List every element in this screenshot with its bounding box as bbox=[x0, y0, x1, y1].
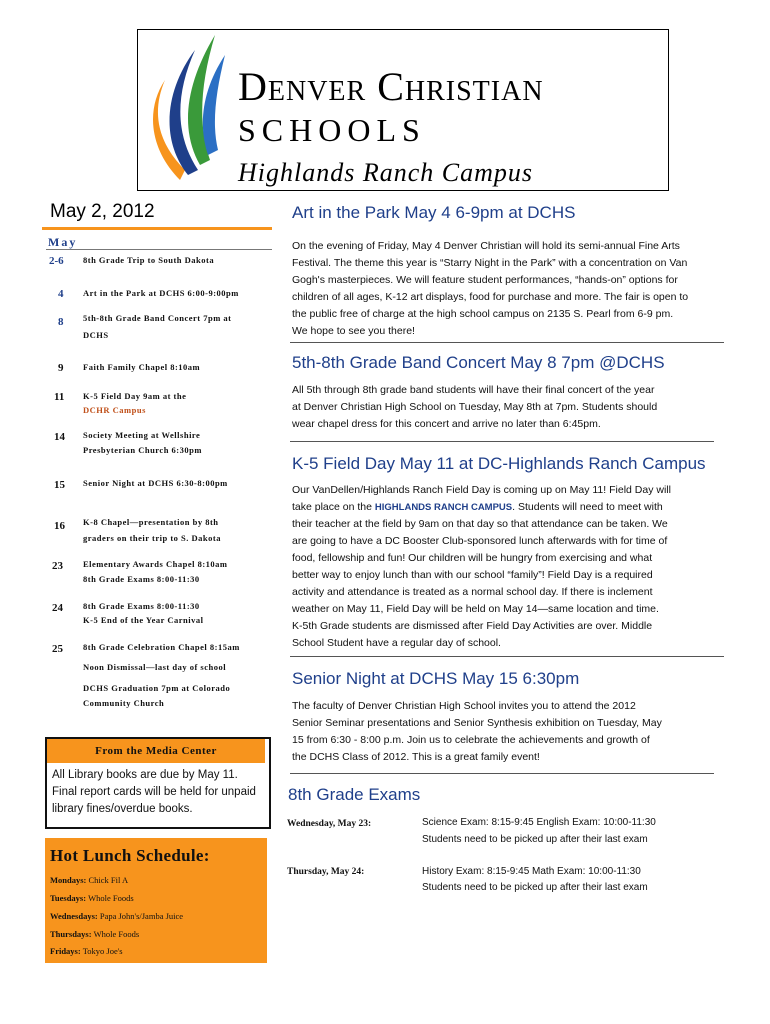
lunch-food: Tokyo Joe's bbox=[82, 946, 123, 956]
calendar-event: Senior Night at DCHS 6:30-8:00pm bbox=[83, 478, 228, 488]
lunch-day: Fridays: bbox=[50, 946, 81, 956]
calendar-event: 8th Grade Exams 8:00-11:30 bbox=[83, 574, 200, 584]
article-body-band bbox=[292, 382, 727, 433]
calendar-event: K-8 Chapel—presentation by 8th bbox=[83, 517, 219, 527]
text-line: weather on May 11, Field Day will be held on May 14—same location and time. bbox=[292, 603, 659, 615]
calendar-day: 15 bbox=[54, 479, 65, 491]
lunch-row bbox=[50, 946, 123, 956]
article-title-band: 5th-8th Grade Band Concert May 8 7pm @DCHS bbox=[292, 353, 665, 372]
lunch-food: Papa John's/Jamba Juice bbox=[99, 911, 184, 921]
masthead-subtitle: SCHOOLS bbox=[238, 112, 426, 148]
divider bbox=[290, 342, 724, 343]
calendar-event: DCHS bbox=[83, 330, 109, 340]
calendar-day: 9 bbox=[58, 362, 64, 374]
masthead-campus: Highlands Ranch Campus bbox=[238, 158, 533, 187]
text-line: Gogh's masterpieces. We will feature student performances, “hands-on” options for bbox=[292, 274, 678, 286]
masthead-title: Denver Christian bbox=[238, 64, 544, 109]
lunch-day: Thursdays: bbox=[50, 929, 92, 939]
calendar-event: 8th Grade Trip to South Dakota bbox=[83, 255, 215, 265]
article-body-field-day bbox=[292, 482, 727, 652]
text-line: at Denver Christian High School on Tuesday, May 8th at 7pm. Students should bbox=[292, 401, 658, 413]
month-label: May bbox=[48, 235, 78, 249]
lunch-food: Whole Foods bbox=[88, 893, 134, 903]
calendar-day: 2-6 bbox=[49, 255, 64, 267]
article-title-senior-night: Senior Night at DCHS May 15 6:30pm bbox=[292, 669, 580, 688]
text-line: are going to have a DC Booster Club-sponsored lunch afterwards with for time of bbox=[292, 535, 668, 547]
calendar-event: graders on their trip to S. Dakota bbox=[83, 533, 221, 543]
lunch-row bbox=[50, 875, 128, 885]
article-body-art bbox=[292, 238, 727, 340]
lunch-food: Whole Foods bbox=[93, 929, 140, 939]
calendar-event: DCHR Campus bbox=[83, 405, 146, 415]
calendar-event: K-5 End of the Year Carnival bbox=[83, 615, 204, 625]
calendar-day: 14 bbox=[54, 431, 65, 443]
media-center-title: From the Media Center bbox=[95, 745, 217, 757]
calendar-event: Presbyterian Church 6:30pm bbox=[83, 445, 202, 455]
divider bbox=[290, 441, 714, 442]
lunch-food: Chick Fil A bbox=[88, 875, 129, 885]
calendar-day: 24 bbox=[52, 602, 63, 614]
campus-highlight: HIGHLANDS RANCH CAMPUS bbox=[374, 502, 513, 513]
exam-note: Students need to be picked up after their last exam bbox=[422, 882, 648, 893]
calendar-day: 8 bbox=[58, 316, 64, 328]
divider bbox=[290, 656, 724, 657]
text-line bbox=[292, 499, 727, 516]
media-center-text: All Library books are due by May 11. Final report cards will be held for unpaid library fines/overdue books. bbox=[52, 769, 256, 815]
article-body-senior-night bbox=[292, 698, 727, 766]
calendar-day: 16 bbox=[54, 520, 65, 532]
lunch-row bbox=[50, 893, 134, 903]
calendar-event: 5th-8th Grade Band Concert 7pm at bbox=[83, 313, 232, 323]
article-title-field-day: K-5 Field Day May 11 at DC-Highlands Ranch Campus bbox=[292, 454, 706, 473]
exam-day-label: Wednesday, May 23: bbox=[287, 819, 372, 829]
lunch-row bbox=[50, 929, 139, 939]
calendar-event: Elementary Awards Chapel 8:10am bbox=[83, 559, 228, 569]
text-line: wear chapel dress for this concert and arrive no later than 6:45pm. bbox=[292, 418, 601, 430]
exam-schedule: Science Exam: 8:15-9:45 English Exam: 10:00-11:30 bbox=[422, 817, 656, 828]
calendar-day: 11 bbox=[54, 391, 65, 403]
calendar-event: K-5 Field Day 9am at the bbox=[83, 391, 187, 401]
calendar-event: 8th Grade Celebration Chapel 8:15am bbox=[83, 642, 240, 652]
calendar-event: Society Meeting at Wellshire bbox=[83, 430, 201, 440]
text-line: School Student have a regular day of school. bbox=[292, 637, 501, 649]
text-line: the public free of charge at the high school campus on 2135 S. Pearl from 6-9 pm. bbox=[292, 308, 674, 320]
calendar-event: Faith Family Chapel 8:10am bbox=[83, 362, 201, 372]
text-line: The faculty of Denver Christian High School invites you to attend the 2012 bbox=[292, 700, 636, 712]
exam-schedule: History Exam: 8:15-9:45 Math Exam: 10:00-11:30 bbox=[422, 866, 641, 877]
text-line: their teacher at the field by 9am on that day so that attendance can be taken. We bbox=[292, 518, 668, 530]
calendar-day: 4 bbox=[58, 288, 64, 300]
calendar-event: Noon Dismissal—last day of school bbox=[83, 662, 227, 672]
text-line: On the evening of Friday, May 4 Denver Christian will hold its semi-annual Fine Arts bbox=[292, 240, 680, 252]
text-line: Senior Seminar presentations and Senior Synthesis exhibition on Tuesday, May bbox=[292, 717, 662, 729]
text-segment: take place on the bbox=[292, 501, 375, 513]
text-line: food, fellowship and fun! Our children will be hungry from exercising and what bbox=[292, 552, 653, 564]
divider bbox=[46, 249, 272, 250]
exam-day-label: Thursday, May 24: bbox=[287, 867, 365, 877]
text-line: Festival. The theme this year is “Starry Night in the Park” with a concentration on Van bbox=[292, 257, 688, 269]
hot-lunch-title: Hot Lunch Schedule: bbox=[50, 846, 210, 865]
calendar-event: Art in the Park at DCHS 6:00-9:00pm bbox=[83, 288, 239, 298]
text-line: activity and attendance is treated as a normal school day. If there is inclement bbox=[292, 586, 653, 598]
divider bbox=[290, 773, 714, 774]
calendar-day: 23 bbox=[52, 560, 63, 572]
text-line: Our VanDellen/Highlands Ranch Field Day is coming up on May 11! Field Day will bbox=[292, 484, 671, 496]
lunch-day: Wednesdays: bbox=[50, 911, 98, 921]
text-line: 15 from 6:30 - 8:00 p.m. Join us to celebrate the achievements and growth of bbox=[292, 734, 650, 746]
calendar-event: 8th Grade Exams 8:00-11:30 bbox=[83, 601, 200, 611]
calendar-day: 25 bbox=[52, 643, 63, 655]
text-line: We hope to see you there! bbox=[292, 325, 415, 337]
text-line: better way to enjoy lunch than with our school “family”! Field Day is a required bbox=[292, 569, 653, 581]
text-segment: . Students will need to meet with bbox=[512, 501, 663, 513]
text-line: the DCHS Class of 2012. This is a great family event! bbox=[292, 751, 540, 763]
school-logo-icon bbox=[140, 30, 230, 180]
lunch-day: Tuesdays: bbox=[50, 893, 87, 903]
calendar-event: Community Church bbox=[83, 698, 165, 708]
calendar-event: DCHS Graduation 7pm at Colorado bbox=[83, 683, 231, 693]
text-line: children of all ages, K-12 art displays, food for purchase and more. The fair is open to bbox=[292, 291, 689, 303]
article-title-exams: 8th Grade Exams bbox=[288, 785, 421, 804]
lunch-row bbox=[50, 911, 183, 921]
issue-date: May 2, 2012 bbox=[50, 201, 155, 222]
text-line: All 5th through 8th grade band students will have their final concert of the year bbox=[292, 384, 655, 396]
article-title-art: Art in the Park May 4 6-9pm at DCHS bbox=[292, 203, 576, 222]
exam-note: Students need to be picked up after their last exam bbox=[422, 834, 648, 845]
lunch-day: Mondays: bbox=[50, 875, 87, 885]
text-line: K-5th Grade students are dismissed after Field Day Activities are over. Middle bbox=[292, 620, 653, 632]
